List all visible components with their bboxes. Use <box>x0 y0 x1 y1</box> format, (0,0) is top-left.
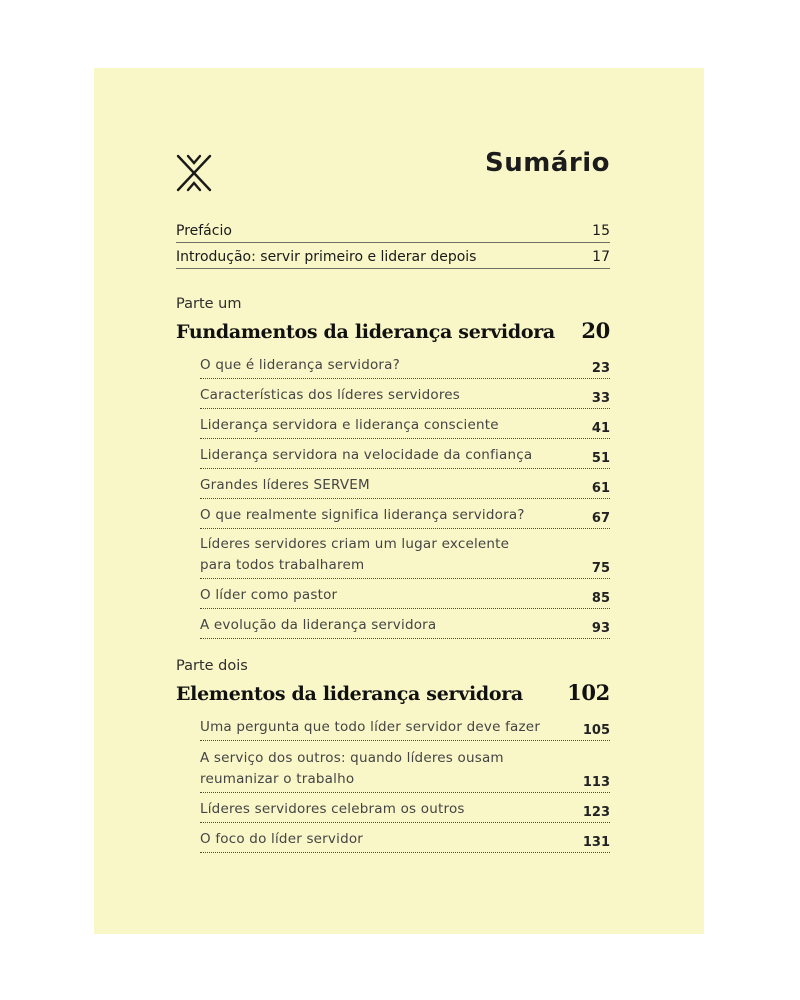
toc-chapter-entry[interactable] <box>200 475 610 499</box>
chapter-title <box>200 748 504 790</box>
toc-entry-introducao[interactable] <box>176 245 610 269</box>
part-title-entry[interactable] <box>176 318 610 343</box>
chapter-page: 105 <box>582 723 610 738</box>
chapter-page: 61 <box>591 481 610 496</box>
toc-entry-prefacio[interactable] <box>176 219 610 243</box>
chapter-title: A evolução da liderança servidora <box>200 617 437 633</box>
chapter-page: 123 <box>582 805 610 820</box>
toc-chapter-entry[interactable] <box>200 534 610 579</box>
chapter-title: Características dos líderes servidores <box>200 387 461 403</box>
chapter-title: Uma pergunta que todo líder servidor deve fazer <box>200 719 541 735</box>
chapter-page: 23 <box>591 361 610 376</box>
toc-chapter-entry[interactable] <box>200 445 610 469</box>
chapter-title: O que é liderança servidora? <box>200 357 401 373</box>
chapter-page: 67 <box>591 511 610 526</box>
toc-chapter-entry[interactable] <box>200 355 610 379</box>
chapter-title-line: A serviço dos outros: quando líderes ousam <box>200 750 504 766</box>
chapter-page: 93 <box>591 621 610 636</box>
chapter-title <box>200 534 509 576</box>
part-page: 102 <box>567 680 610 705</box>
toc-chapter-entry[interactable] <box>200 748 610 793</box>
chapter-title: Liderança servidora na velocidade da confiança <box>200 447 533 463</box>
toc-entry-label: Prefácio <box>176 223 232 239</box>
toc-entry-label: Introdução: servir primeiro e liderar depois <box>176 249 477 265</box>
part-title-entry[interactable] <box>176 680 610 705</box>
book-page <box>94 68 704 934</box>
toc-chapter-entry[interactable] <box>200 717 610 741</box>
toc-chapter-entry[interactable] <box>200 799 610 823</box>
part-title: Fundamentos da liderança servidora <box>176 321 555 343</box>
toc-chapter-entry[interactable] <box>200 505 610 529</box>
toc-chapter-entry[interactable] <box>200 385 610 409</box>
chapter-title: O que realmente significa liderança servidora? <box>200 507 525 523</box>
toc-chapter-entry[interactable] <box>200 585 610 609</box>
toc-entry-page: 17 <box>592 249 610 265</box>
chapter-title-line: reumanizar o trabalho <box>200 771 355 787</box>
chapter-title-line: para todos trabalharem <box>200 557 365 573</box>
chapter-title: Líderes servidores celebram os outros <box>200 801 465 817</box>
chapter-page: 41 <box>591 421 610 436</box>
chapter-title: O foco do líder servidor <box>200 831 364 847</box>
crossed-arrows-logo-icon <box>174 152 214 194</box>
page-title: Sumário <box>485 148 610 178</box>
chapter-title: O líder como pastor <box>200 587 338 603</box>
toc-chapter-entry[interactable] <box>200 829 610 853</box>
chapter-page: 131 <box>582 835 610 850</box>
chapter-page: 51 <box>591 451 610 466</box>
part-title: Elementos da liderança servidora <box>176 683 523 705</box>
chapter-page: 85 <box>591 591 610 606</box>
toc-chapter-entry[interactable] <box>200 615 610 639</box>
chapter-title: Grandes líderes SERVEM <box>200 477 370 493</box>
part-page: 20 <box>581 318 610 343</box>
chapter-title: Liderança servidora e liderança consciente <box>200 417 499 433</box>
toc-chapter-entry[interactable] <box>200 415 610 439</box>
chapter-title-line: Líderes servidores criam um lugar excelente <box>200 536 510 552</box>
part-label: Parte um <box>176 296 242 312</box>
chapter-page: 113 <box>582 775 610 790</box>
toc-entry-page: 15 <box>592 223 610 239</box>
part-label: Parte dois <box>176 658 248 674</box>
chapter-page: 33 <box>591 391 610 406</box>
chapter-page: 75 <box>591 561 610 576</box>
